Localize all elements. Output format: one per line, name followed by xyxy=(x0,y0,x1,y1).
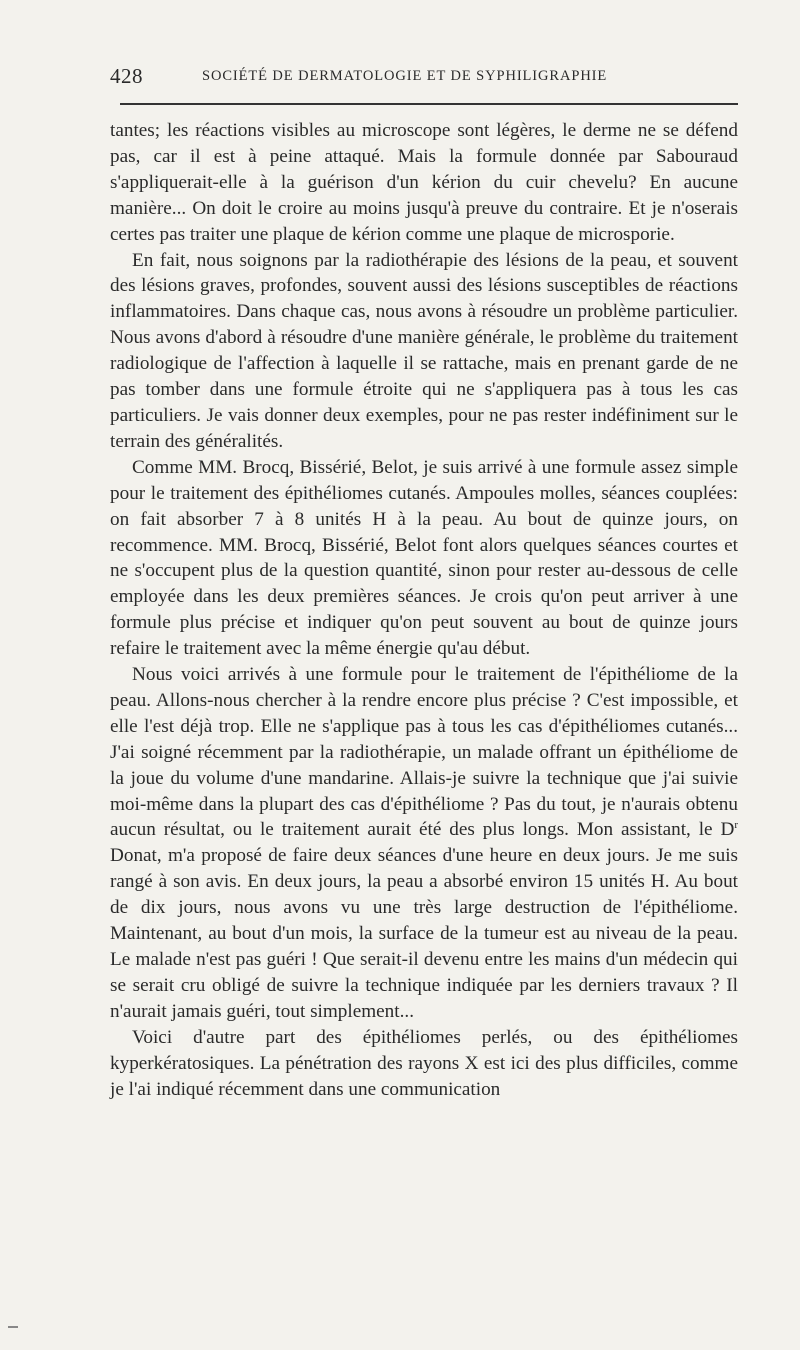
paragraph-3: Comme MM. Brocq, Bissérié, Belot, je suis arrivé à une formule assez simple pour le traitement des épithéliomes cutanés. Ampoules molles, séances couplées: on fait absorber 7 à 8 unités H à la peau. Au bout de quinze jours, on recommence. MM. Brocq, Bissérié, Belot font alors quelques séances courtes et ne s'occupent plus de la question quantité, sinon pour rester au-dessous de celle employée dans les deux premières séances. Je crois qu'on peut arriver à une formule plus précise et indiquer qu'on peut souvent au bout de quinze jours refaire le traitement avec la même énergie qu'au début. xyxy=(110,456,738,660)
scan-mark xyxy=(8,1326,18,1328)
header-title: SOCIÉTÉ DE DERMATOLOGIE ET DE SYPHILIGRAPHIE xyxy=(202,68,608,84)
running-header xyxy=(110,64,738,94)
doctor-superscript: r xyxy=(734,819,738,832)
header-rule xyxy=(120,103,738,105)
paragraph-4-part-2: Donat, m'a proposé de faire deux séances d'une heure en deux jours. Je me suis rangé à son avis. En deux jours, la peau a absorbé environ 15 unités H. Au bout de dix jours, nous avons vu une très large destruction de l'épithéliome. Maintenant, au bout d'un mois, la surface de la tumeur est au niveau de la peau. Le malade n'est pas guéri ! Que serait-il devenu entre les mains d'un médecin qui se serait cru obligé de suivre la technique indiquée par les derniers travaux ? Il n'aurait jamais guéri, tout simplement... xyxy=(110,845,738,1022)
paragraph-5: Voici d'autre part des épithéliomes perlés, ou des épithéliomes kyperkératosiques. La pénétration des rayons X est ici des plus difficiles, comme je l'ai indiqué récemment dans une communication xyxy=(110,1026,738,1100)
paragraph-4-part-1: Nous voici arrivés à une formule pour le traitement de l'épithéliome de la peau. Allons-nous chercher à la rendre encore plus précise ? C'est impossible, et elle l'est déjà trop. Elle ne s'applique pas à tous les cas d'épithéliomes cutanés... J'ai soigné récemment par la radiothérapie, un malade offrant un épithéliome de la joue du volume d'une mandarine. Allais-je suivre la technique que j'ai suivie moi-même dans la plupart des cas d'épithéliome ? Pas du tout, je n'aurais obtenu aucun résultat, ou le traitement aurait été des plus longs. Mon assistant, le D xyxy=(110,664,738,841)
body-text xyxy=(110,118,738,1102)
page-number: 428 xyxy=(110,64,143,88)
paragraph-1: tantes; les réactions visibles au microscope sont légères, le derme ne se défend pas, car il est à peine attaqué. Mais la formule donnée par Sabouraud s'appliquerait-elle à la guérison d'un kérion du cuir chevelu? En aucune manière... On doit le croire au moins jusqu'à preuve du contraire. Et je n'oserais certes pas traiter une plaque de kérion comme une plaque de microsporie. xyxy=(110,120,738,245)
paragraph-4 xyxy=(110,662,738,1025)
paragraph-2: En fait, nous soignons par la radiothérapie des lésions de la peau, et souvent des lésions graves, profondes, souvent aussi des lésions susceptibles de réactions inflammatoires. Dans chaque cas, nous avons à résoudre un problème particulier. Nous avons d'abord à résoudre d'une manière générale, le problème du traitement radiologique de l'affection à laquelle il se rattache, mais en prenant garde de ne pas tomber dans une formule étroite qui ne s'appliquera pas à tous les cas particuliers. Je vais donner deux exemples, pour ne pas rester indéfiniment sur le terrain des généralités. xyxy=(110,249,738,452)
